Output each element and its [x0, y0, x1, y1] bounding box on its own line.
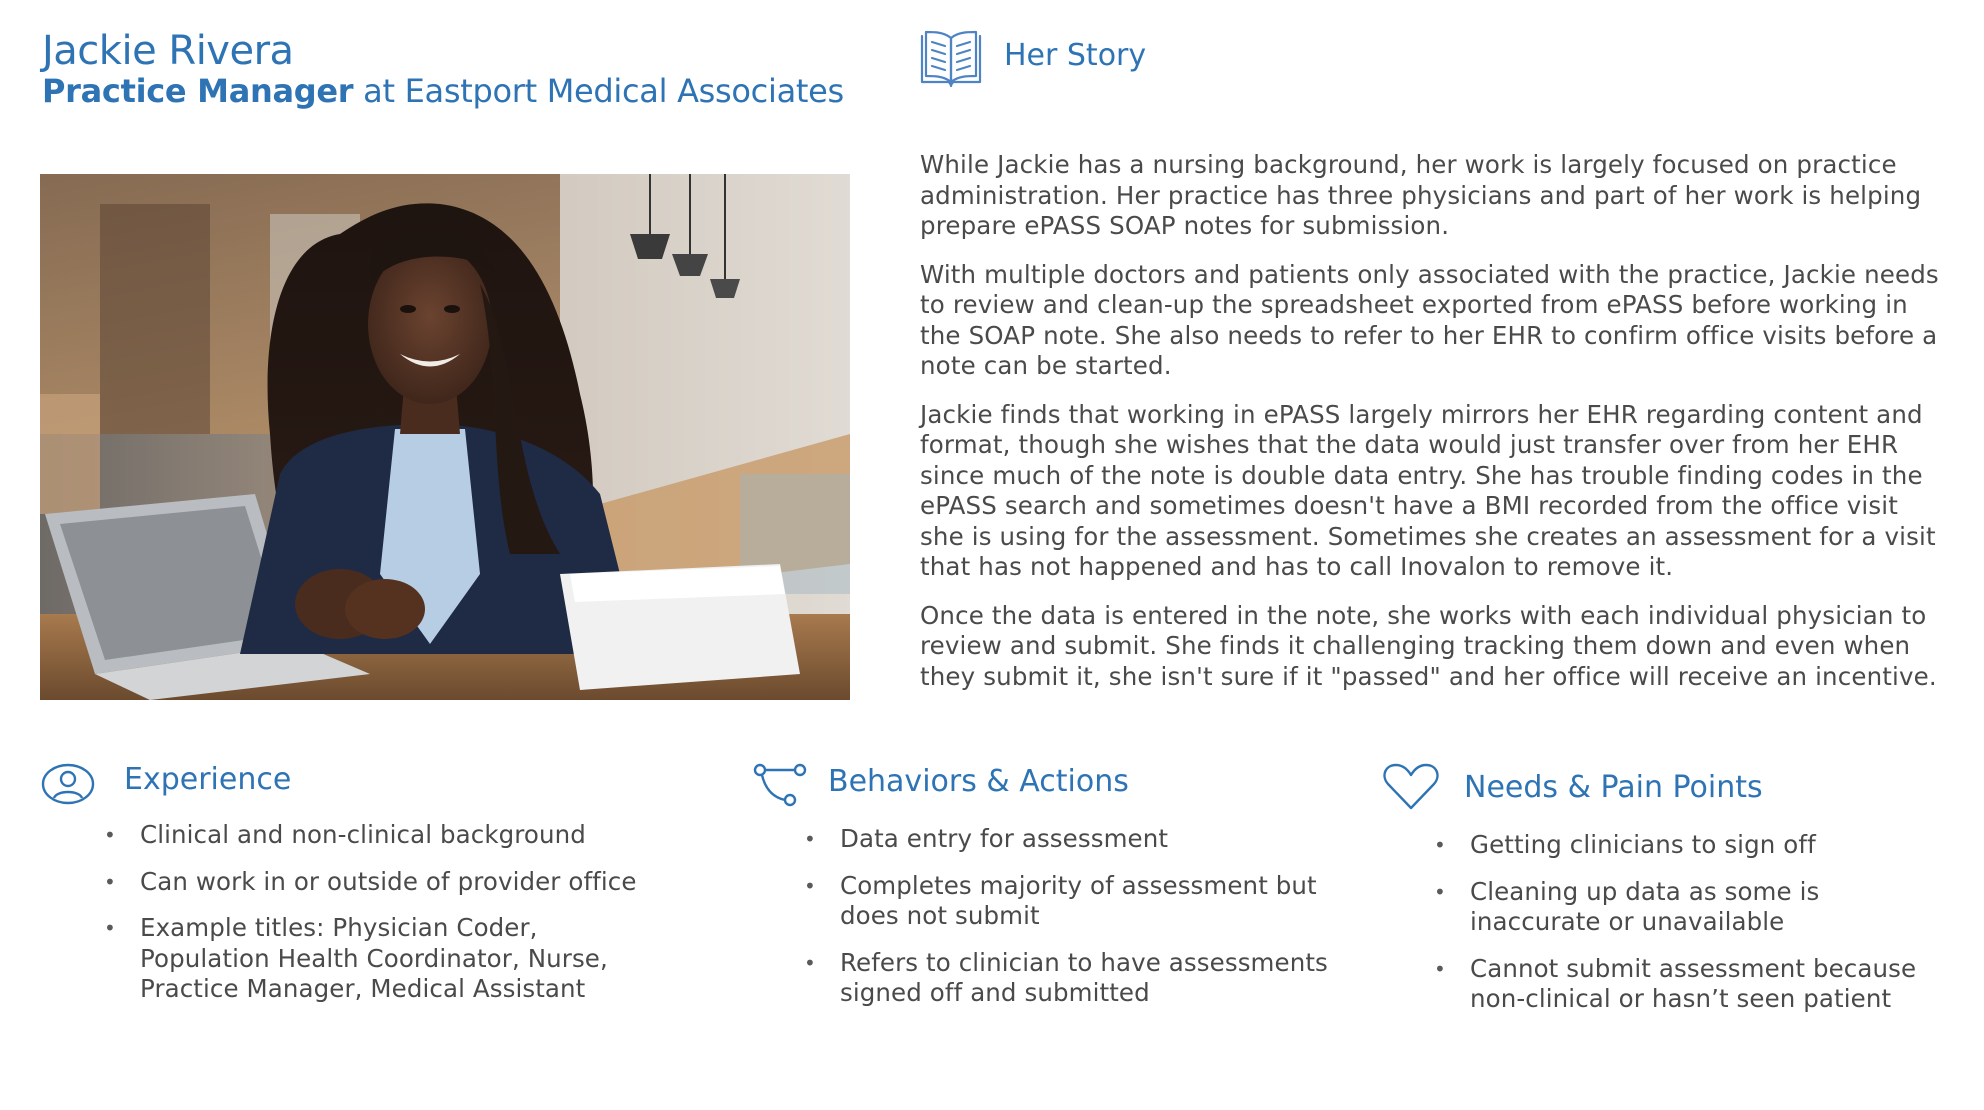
role-title: Practice Manager: [42, 72, 354, 110]
bullet: •: [804, 873, 816, 898]
story-paragraph: With multiple doctors and patients only associated with the practice, Jackie needs to review and clean-up the spreadsheet exported from ePASS before working in the SOAP note. She also needs to refer to her EHR to confirm office visits before a note can be started.: [920, 259, 1939, 380]
story-body: [920, 150, 1940, 710]
bullet: •: [1434, 956, 1446, 981]
role-connector: at: [353, 72, 405, 110]
list-item: [1434, 877, 1954, 938]
bullet: •: [804, 950, 816, 975]
list-item-text: Refers to clinician to have assessments signed off and submitted: [840, 947, 1328, 1007]
needs-list: [1434, 830, 1954, 1031]
needs-title: Needs & Pain Points: [1464, 770, 1763, 805]
bullet: •: [1434, 879, 1446, 904]
list-item: [1434, 830, 1954, 861]
persona-role: [42, 72, 844, 110]
list-item: [804, 871, 1364, 932]
list-item-text: Data entry for assessment: [840, 824, 1169, 853]
behaviors-list: [804, 824, 1364, 1025]
list-item-text: Clinical and non-clinical background: [140, 820, 586, 849]
bullet: •: [1434, 833, 1446, 857]
list-item: [104, 867, 664, 898]
list-item-text: Getting clinicians to sign off: [1470, 830, 1816, 859]
story-paragraph: Once the data is entered in the note, she works with each individual physician to review and submit. She finds it challenging tracking them down and even when they submit it, she isn't sure if it "passed" and her office will receive an incentive.: [920, 600, 1937, 691]
bullet: •: [804, 827, 816, 851]
organization-name: Eastport Medical Associates: [404, 72, 844, 110]
bullet: •: [104, 869, 116, 894]
story-title: Her Story: [1004, 38, 1147, 73]
story-paragraph: Jackie finds that working in ePASS largely mirrors her EHR regarding content and format, though she wishes that the data would just transfer over from her EHR since much of the note is double data entry. She has trouble finding codes in the ePASS search and sometimes doesn't have a BMI recorded from the office visit she is using for the assessment. Sometimes she creates an assessment for a visit that has not happened and has to call Inovalon to remove it.: [920, 399, 1936, 581]
list-item-text: Cannot submit assessment because non-clinical or hasn’t seen patient: [1470, 953, 1917, 1013]
list-item: [1434, 954, 1954, 1015]
persona-name: Jackie Rivera: [42, 28, 294, 74]
bullet: •: [104, 823, 116, 847]
list-item-text: Cleaning up data as some is inaccurate or unavailable: [1470, 876, 1820, 936]
list-item-text: Can work in or outside of provider office: [140, 866, 637, 896]
list-item: [804, 824, 1364, 855]
workflow-icon: [752, 762, 808, 808]
list-item: [104, 820, 664, 851]
list-item: [104, 913, 664, 1005]
list-item: [804, 948, 1364, 1009]
bullet: •: [104, 916, 116, 940]
list-item-text: Completes majority of assessment but does not submit: [840, 870, 1317, 930]
story-paragraph: While Jackie has a nursing background, her work is largely focused on practice administration. Her practice has three physicians and part of her work is helping prepare ePASS SOAP notes for submission.: [920, 150, 1922, 240]
book-icon: [918, 26, 984, 90]
experience-title: Experience: [124, 762, 292, 797]
behaviors-title: Behaviors & Actions: [828, 764, 1129, 799]
list-item-text: Example titles: Physician Coder, Population Health Coordinator, Nurse, Practice Manager, Medical Assistant: [140, 913, 608, 1003]
experience-list: [104, 820, 664, 1021]
user-circle-icon: [40, 762, 96, 806]
persona-photo: [40, 174, 850, 700]
heart-icon: [1382, 762, 1440, 812]
